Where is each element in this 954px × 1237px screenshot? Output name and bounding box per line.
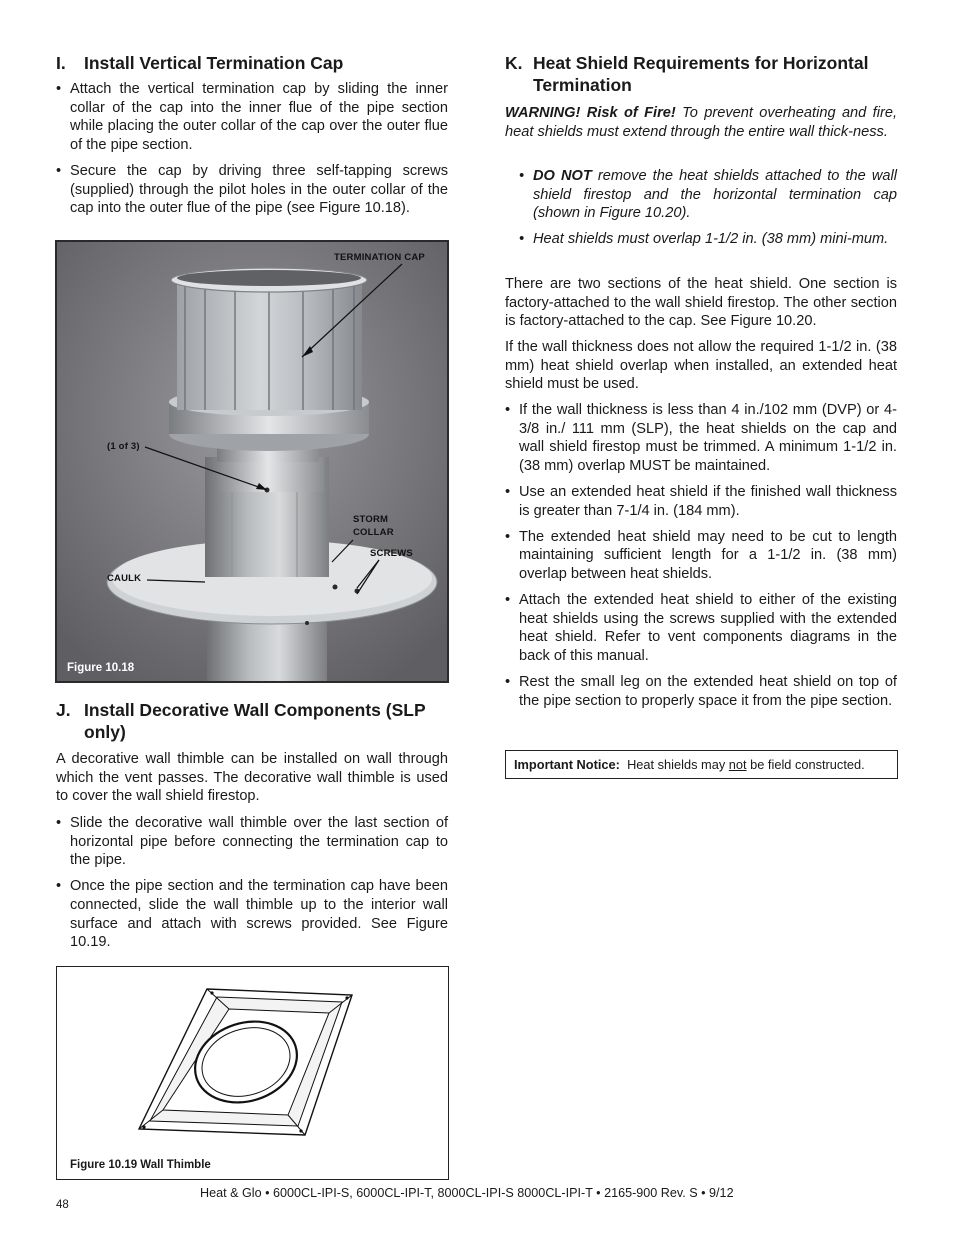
notice-text-before: Heat shields may <box>627 757 726 772</box>
warning-text: To prevent overheating and fire, heat shields must extend through the entire wall thick-ness. <box>505 105 897 140</box>
section-k-warning <box>505 104 897 141</box>
section-i-bullets <box>56 80 448 225</box>
wall-thimble-illustration <box>57 967 447 1178</box>
section-i-heading <box>56 52 448 74</box>
section-i-title: Install Vertical Termination Cap <box>84 53 344 73</box>
page-number: 48 <box>56 1199 69 1211</box>
callout-termination-cap: TERMINATION CAP <box>334 252 425 263</box>
warning-bullet-1-strong: DO NOT <box>533 168 592 184</box>
callout-screws: SCREWS <box>370 548 413 559</box>
figure-10-18-label: Figure 10.18 <box>67 662 135 674</box>
section-k-title: Heat Shield Requirements for Horizontal Termination <box>533 53 869 95</box>
warning-bullet-2: • Heat shields must overlap 1-1/2 in. (38 mm) mini-mum. <box>519 230 897 249</box>
figure-10-18-photo <box>55 240 449 683</box>
section-j-title: Install Decorative Wall Components (SLP only) <box>84 700 426 742</box>
section-i-bullet-2: • Secure the cap by driving three self-tapping screws (supplied) through the pilot holes in the outer collar of the cap into the outer flue of the pipe (see Figure 10.18). <box>56 162 448 218</box>
section-j-number: J. <box>56 700 71 720</box>
warning-bullet-1-text: remove the heat shields attached to the wall shield firestop and the horizontal termination cap (shown in Figure 10.20). <box>533 168 897 222</box>
section-i-bullet-1: • Attach the vertical termination cap by sliding the inner collar of the cap into the inner flue of the pipe section while placing the outer collar of the cap over the outer flue of the pipe section. <box>56 80 448 154</box>
section-j-intro: A decorative wall thimble can be installed on wall through which the vent passes. The decorative wall thimble is used to cover the wall shield firestop. <box>56 751 448 805</box>
section-j-bullet-1: • Slide the decorative wall thimble over the last section of horizontal pipe before connecting the termination cap to the pipe. <box>56 814 448 870</box>
section-k-bullet-4: • Attach the extended heat shield to either of the existing heat shields using the screws supplied with the extended heat shield. Refer to vent components diagrams in the back of this manual. <box>505 591 897 665</box>
section-k-bullet-3: • The extended heat shield may need to be cut to length maintaining sufficient length for a 1-1/2 in. (38 mm) overlap between heat shields. <box>505 528 897 584</box>
section-k-bullet-5: • Rest the small leg on the extended heat shield on top of the pipe section to properly space it from the pipe section. <box>505 673 897 710</box>
section-k-para-1: There are two sections of the heat shield. One section is factory-attached to the wall shield firestop. The other section is factory-attached to the cap. See Figure 10.20. <box>505 276 897 330</box>
section-k-number: K. <box>505 53 523 73</box>
warning-label: WARNING! Risk of Fire! <box>505 105 676 121</box>
callout-one-of-three: (1 of 3) <box>107 441 140 452</box>
section-k-para-2: If the wall thickness does not allow the required 1-1/2 in. (38 mm) heat shield overlap when installed, an extended heat shield must be used. <box>505 339 897 393</box>
warning-bullet-1 <box>519 167 897 223</box>
section-j-bullets <box>56 814 448 959</box>
termination-cap-illustration <box>57 242 447 681</box>
section-k-bullets <box>505 401 897 718</box>
notice-text-underlined: not <box>728 757 747 772</box>
important-notice-box <box>505 750 898 779</box>
callout-caulk: CAULK <box>107 573 142 584</box>
callout-storm-collar-line-2: COLLAR <box>353 527 394 538</box>
figure-10-19-caption: Figure 10.19 Wall Thimble <box>70 1159 211 1171</box>
section-k-bullet-2: • Use an extended heat shield if the finished wall thickness is greater than 7-1/4 in. (184 mm). <box>505 483 897 520</box>
section-j-bullet-2: • Once the pipe section and the termination cap have been connected, slide the wall thimble up to the interior wall surface and attach with screws provided. See Figure 10.19. <box>56 877 448 951</box>
callout-storm-collar-line-1: STORM <box>353 514 389 525</box>
section-i-number: I. <box>56 53 66 73</box>
figure-10-19-box <box>56 966 449 1180</box>
page-footer: Heat & Glo • 6000CL-IPI-S, 6000CL-IPI-T, 8000CL-IPI-S 8000CL-IPI-T • 2165-900 Rev. S • 9/12 <box>200 1186 734 1200</box>
section-k-warning-bullets <box>519 167 897 257</box>
notice-text-after: be field constructed. <box>750 757 865 772</box>
section-j-heading <box>56 699 448 743</box>
section-k-bullet-1: • If the wall thickness is less than 4 in./102 mm (DVP) or 4-3/8 in./ 111 mm (SLP), the heat shields on the cap and wall shield firestop must be trimmed. A minimum 1-1/2 in. (38 mm) overlap MUST be maintained. <box>505 401 897 475</box>
section-k-heading <box>505 52 897 96</box>
notice-label: Important Notice: <box>514 757 620 772</box>
